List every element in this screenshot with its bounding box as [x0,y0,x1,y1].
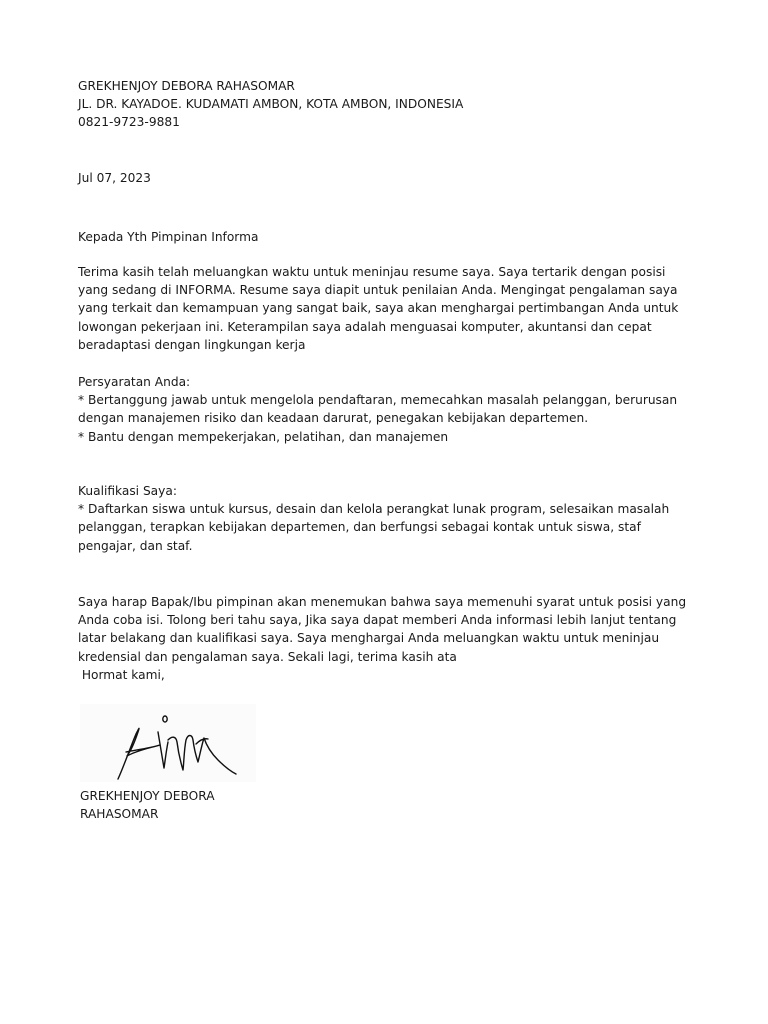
signature-name-line: RAHASOMAR [80,807,159,821]
closing-line: Anda coba isi. Tolong beri tahu saya, Jika saya dapat memberi Anda informasi lebih lanjut tentang [78,613,677,628]
qualifications-line: pelanggan, terapkan kebijakan departemen, dan berfungsi sebagai kontak untuk siswa, staf [78,520,641,535]
signature-name-line: GREKHENJOY DEBORA [80,789,215,803]
requirements-line: * Bertanggung jawab untuk mengelola pendaftaran, memecahkan masalah pelanggan, berurusan [78,393,678,408]
requirements-heading: Persyaratan Anda: [78,375,191,389]
closing-line: latar belakang dan kualifikasi saya. Saya menghargai Anda meluangkan waktu untuk meninjau [78,631,660,646]
qualifications-line: pengajar, dan staf. [78,538,193,553]
closing-line: kredensial dan pengalaman saya. Sekali lagi, terima kasih ata [78,649,457,664]
qualifications-section [78,482,698,555]
qualifications-heading: Kualifikasi Saya: [78,484,177,498]
intro-paragraph [78,263,698,354]
sender-phone: 0821-9723-9881 [78,115,180,129]
letter-date: Jul 07, 2023 [78,171,151,185]
intro-line: Terima kasih telah meluangkan waktu untuk meninjau resume saya. Saya tertarik dengan posisi [78,265,666,279]
requirements-line: dengan manajemen risiko dan keadaan darurat, penegakan kebijakan departemen. [78,411,589,426]
salutation: Kepada Yth Pimpinan Informa [78,230,259,244]
sender-address: JL. DR. KAYADOE. KUDAMATI AMBON, KOTA AMBON, INDONESIA [78,97,464,111]
intro-line: yang sedang di INFORMA. Resume saya diapit untuk penilaian Anda. Mengingat pengalaman saya [78,283,678,298]
closing-valediction: Hormat kami, [78,667,165,682]
closing-paragraph [78,593,698,684]
requirements-line: * Bantu dengan mempekerjakan, pelatihan, dan manajemen [78,429,449,444]
requirements-section [78,373,698,446]
signature-name [80,787,215,823]
intro-line: yang terkait dan kemampuan yang sangat baik, saya akan menghargai pertimbangan Anda untuk [78,301,679,316]
intro-line: lowongan pekerjaan ini. Keterampilan saya adalah menguasai komputer, akuntansi dan cepat [78,319,652,334]
intro-line: beradaptasi dengan lingkungan kerja [78,337,306,352]
closing-line: Saya harap Bapak/Ibu pimpinan akan menemukan bahwa saya memenuhi syarat untuk posisi yang [78,595,687,609]
handwritten-signature [80,704,256,782]
sender-name: GREKHENJOY DEBORA RAHASOMAR [78,79,295,93]
qualifications-line: * Daftarkan siswa untuk kursus, desain dan kelola perangkat lunak program, selesaikan masalah [78,502,670,517]
